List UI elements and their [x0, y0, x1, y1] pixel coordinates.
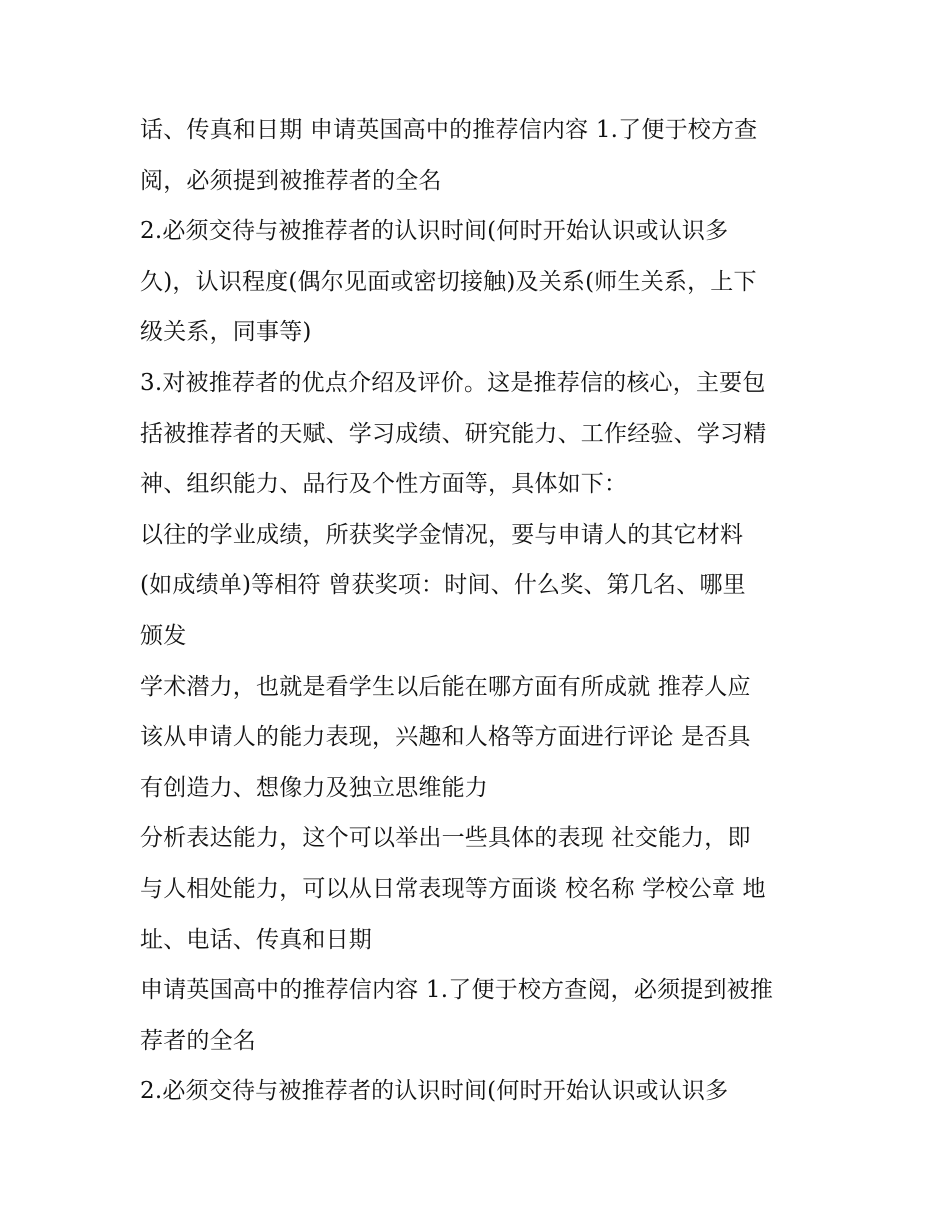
text-line: 括被推荐者的天赋、学习成绩、研究能力、工作经验、学习精 — [140, 420, 767, 447]
text-line: (如成绩单)等相符 曾获奖项：时间、什么奖、第几名、哪里 — [140, 572, 746, 599]
text-line: 2.必须交待与被推荐者的认识时间(何时开始认识或认识多 — [140, 218, 729, 245]
text-line: 该从申请人的能力表现，兴趣和人格等方面进行评论 是否具 — [140, 724, 751, 751]
text-line: 荐者的全名 — [140, 1027, 256, 1054]
text-line: 址、电话、传真和日期 — [140, 926, 372, 953]
text-line: 与人相处能力，可以从日常表现等方面谈 校名称 学校公章 地 — [140, 875, 766, 902]
text-line: 阅，必须提到被推荐者的全名 — [140, 167, 442, 194]
text-line: 颁发 — [140, 622, 187, 649]
text-line: 级关系，同事等) — [140, 319, 312, 346]
text-line: 有创造力、想像力及独立思维能力 — [140, 774, 488, 801]
text-line: 2.必须交待与被推荐者的认识时间(何时开始认识或认识多 — [140, 1078, 729, 1105]
text-line: 话、传真和日期 申请英国高中的推荐信内容 1.了便于校方查 — [140, 117, 758, 143]
text-line: 神、组织能力、品行及个性方面等，具体如下： — [140, 471, 628, 498]
text-line: 久)，认识程度(偶尔见面或密切接触)及关系(师生关系，上下 — [140, 268, 757, 295]
text-line: 分析表达能力，这个可以举出一些具体的表现 社交能力，即 — [140, 825, 751, 852]
text-line: 申请英国高中的推荐信内容 1.了便于校方查阅，必须提到被推 — [140, 977, 774, 1004]
text-line: 学术潜力，也就是看学生以后能在哪方面有所成就 推荐人应 — [140, 673, 751, 700]
document-body — [140, 105, 830, 1117]
text-line: 3.对被推荐者的优点介绍及评价。这是推荐信的核心，主要包 — [140, 369, 766, 396]
text-line: 以往的学业成绩，所获奖学金情况，要与申请人的其它材料 — [140, 521, 744, 548]
